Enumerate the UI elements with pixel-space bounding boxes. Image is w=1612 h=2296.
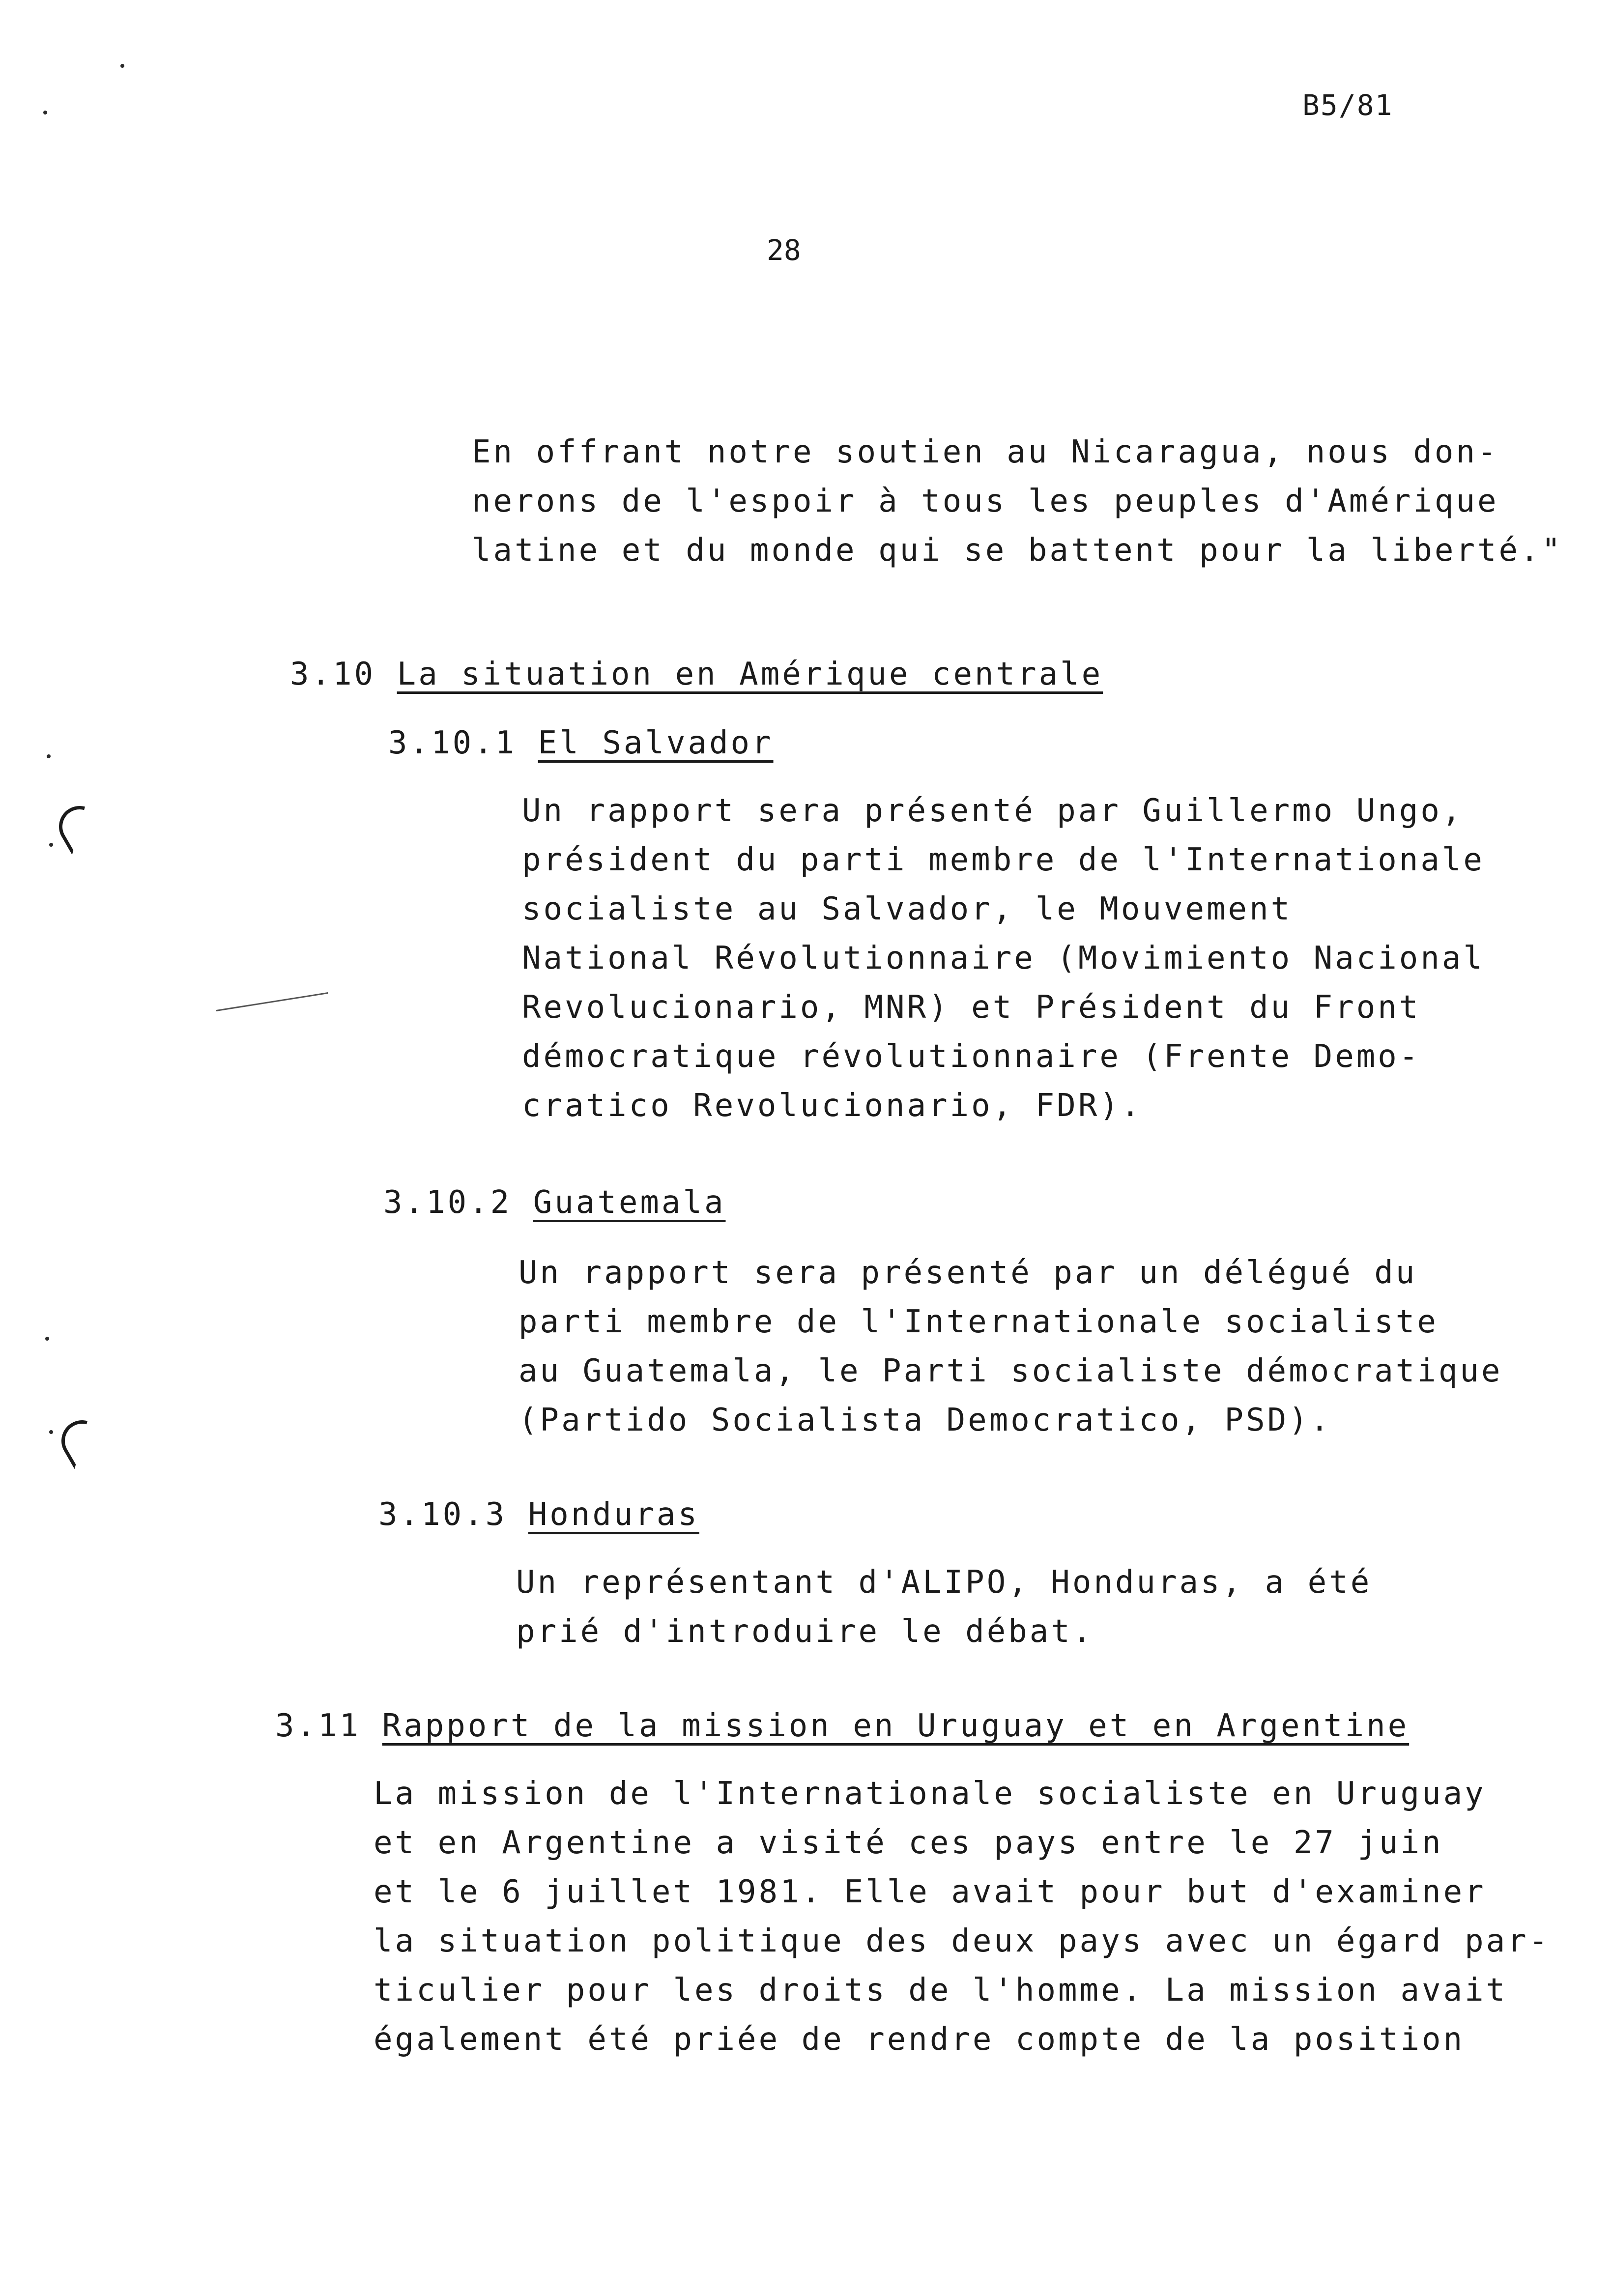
text-line: ticulier pour les droits de l'homme. La mission avait [374,1972,1508,2009]
text-line: cratico Revolucionario, FDR). [522,1088,1143,1124]
section-number: 3.11 [275,1708,361,1744]
margin-dot [49,843,53,847]
text-line: président du parti membre de l'Internationale [522,842,1485,878]
margin-dot [43,111,47,115]
text-line: En offrant notre soutien au Nicaragua, nous don- [472,434,1499,470]
intro-paragraph [472,428,1563,575]
margin-punch-mark [52,799,108,855]
text-line: Revolucionario, MNR) et Président du Front [522,989,1421,1026]
guatemala-paragraph [518,1248,1502,1445]
text-line: la situation politique des deux pays avec un égard par- [374,1923,1551,1959]
subsection-title: Honduras [528,1496,699,1533]
text-line: Un rapport sera présenté par Guillermo Ungo, [522,793,1464,829]
subsection-title: Guatemala [533,1184,726,1221]
text-line: (Partido Socialista Democratico, PSD). [518,1402,1332,1438]
subsection-number: 3.10.2 [383,1184,512,1221]
margin-dot [120,64,124,68]
margin-dot [47,754,51,758]
section-heading-3-10 [290,656,1103,692]
text-line: et en Argentine a visité ces pays entre le 27 juin [374,1825,1443,1861]
subsection-heading-3-10-3 [378,1496,699,1533]
document-reference: B5/81 [1302,88,1393,122]
subsection-number: 3.10.1 [388,725,517,761]
text-line: La mission de l'Internationale socialiste en Uruguay [374,1776,1486,1812]
margin-dot [49,1430,53,1434]
page-number: 28 [767,233,801,267]
text-line: démocratique révolutionnaire (Frente Demo- [522,1038,1421,1075]
text-line: également été priée de rendre compte de la position [374,2021,1465,2058]
honduras-paragraph [516,1558,1372,1656]
section-title: La situation en Amérique centrale [397,656,1103,692]
uruguay-argentine-paragraph [374,1769,1550,2064]
text-line: prié d'introduire le débat. [516,1613,1094,1650]
margin-punch-mark [54,1413,111,1469]
el-salvador-paragraph [522,786,1485,1130]
section-heading-3-11 [275,1708,1409,1744]
text-line: National Révolutionnaire (Movimiento Nacional [522,940,1485,976]
text-line: au Guatemala, le Parti socialiste démocratique [518,1353,1503,1389]
subsection-heading-3-10-2 [383,1184,726,1221]
text-line: nerons de l'espoir à tous les peuples d'Amérique [472,483,1499,519]
text-line: latine et du monde qui se battent pour la liberté." [472,532,1563,569]
text-line: et le 6 juillet 1981. Elle avait pour but d'examiner [374,1874,1486,1910]
section-number: 3.10 [290,656,376,692]
section-title: Rapport de la mission en Uruguay et en Argentine [382,1708,1410,1744]
subsection-title: El Salvador [538,725,774,761]
text-line: socialiste au Salvador, le Mouvement [522,891,1293,927]
subsection-number: 3.10.3 [378,1496,507,1533]
text-line: parti membre de l'Internationale socialiste [518,1304,1439,1340]
text-line: Un rapport sera présenté par un délégué du [518,1255,1417,1291]
margin-dot [45,1337,49,1341]
subsection-heading-3-10-1 [388,725,774,761]
text-line: Un représentant d'ALIPO, Honduras, a été [516,1564,1372,1601]
margin-pencil-stroke [216,992,328,1011]
